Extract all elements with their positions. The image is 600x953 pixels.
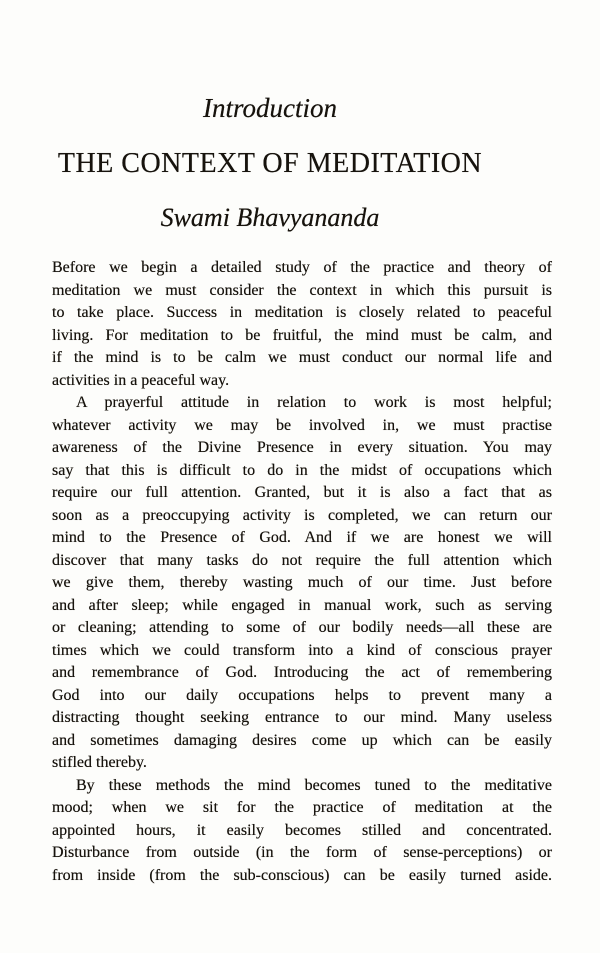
body-line: soon as a preoccupying activity is completed, we can return our	[52, 506, 552, 524]
body-line: we give them, thereby wasting much of our time. Just before	[52, 574, 552, 591]
body-line: whatever activity we may be involved in, we must practise	[52, 416, 552, 434]
body-line: By these methods the mind becomes tuned to the meditative	[76, 776, 552, 794]
body-line: stifled thereby.	[52, 754, 147, 771]
body-line: and sometimes damaging desires come up which can be easily	[52, 731, 552, 749]
body-line: if the mind is to be calm we must conduct our normal life and	[52, 349, 552, 366]
body-line: from inside (from the sub-conscious) can be easily turned aside.	[52, 866, 552, 884]
body-line: living. For meditation to be fruitful, the mind must be calm, and	[52, 326, 552, 344]
body-line: mind to the Presence of God. And if we are honest we will	[52, 529, 552, 546]
chapter-title: THE CONTEXT OF MEDITATION	[57, 148, 483, 179]
body-line: Disturbance from outside (in the form of sense-perceptions) or	[52, 844, 552, 861]
paragraph-2	[52, 392, 552, 775]
body-line: distracting thought seeking entrance to our mind. Many useless	[52, 709, 552, 726]
body-line: require our full attention. Granted, but it is also a fact that as	[52, 484, 552, 501]
body-line: say that this is difficult to do in the midst of occupations which	[52, 461, 552, 479]
body-line: to take place. Success in meditation is closely related to peaceful	[52, 304, 552, 321]
body-line: A prayerful attitude in relation to work is most helpful;	[76, 394, 552, 411]
body-line: or cleaning; attending to some of our bodily needs—all these are	[52, 619, 552, 636]
body-line: God into our daily occupations helps to prevent many a	[52, 686, 552, 704]
body-line: and remembrance of God. Introducing the act of remembering	[52, 664, 552, 681]
body-line: and after sleep; while engaged in manual work, such as serving	[52, 596, 552, 614]
paragraph-3	[52, 775, 552, 888]
body-line: mood; when we sit for the practice of meditation at the	[52, 799, 552, 816]
author-name: Swami Bhavyananda	[160, 203, 380, 232]
body-text	[0, 257, 600, 887]
body-line: meditation we must consider the context in which this pursuit is	[52, 281, 552, 299]
body-line: times which we could transform into a kind of conscious prayer	[52, 641, 552, 659]
paragraph-1	[52, 257, 552, 392]
body-line: discover that many tasks do not require the full attention which	[52, 551, 552, 569]
page-header	[0, 0, 570, 233]
body-line: appointed hours, it easily becomes stilled and concentrated.	[52, 821, 552, 839]
body-line: activities in a peaceful way.	[52, 371, 230, 389]
body-line: Before we begin a detailed study of the practice and theory of	[52, 259, 552, 276]
body-line: awareness of the Divine Presence in every situation. You may	[52, 439, 552, 456]
section-heading: Introduction	[203, 93, 337, 123]
